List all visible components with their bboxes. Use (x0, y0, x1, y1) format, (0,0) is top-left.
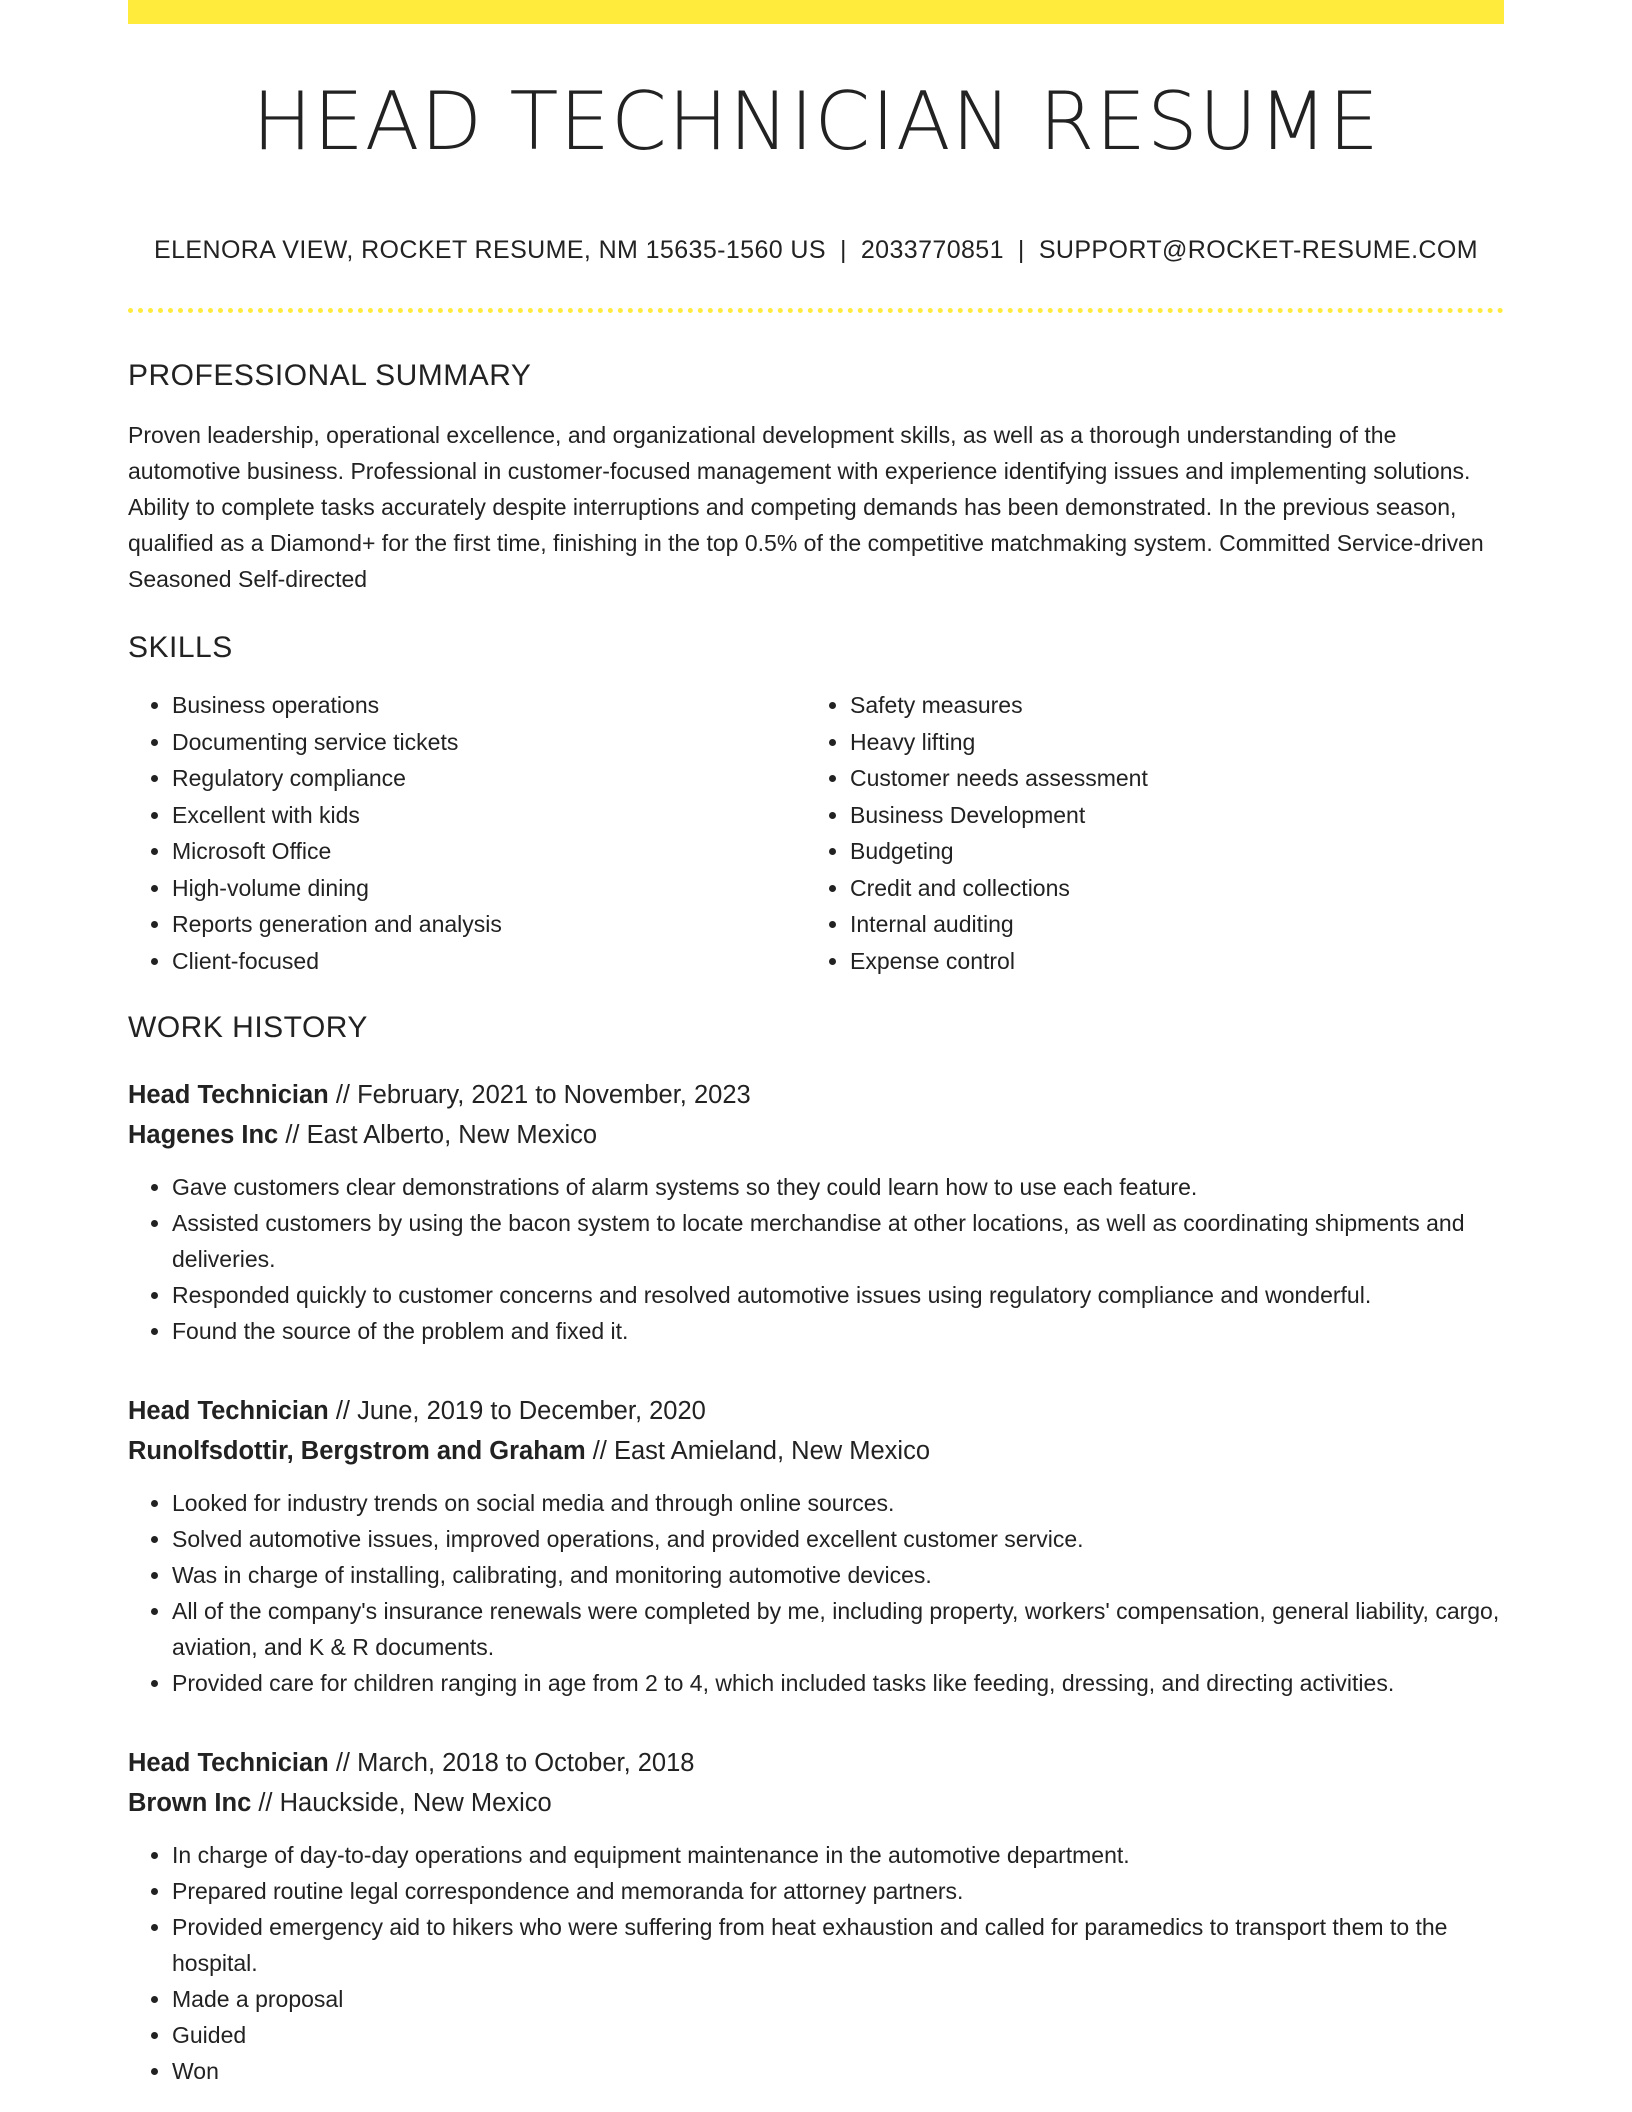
job-bullets (128, 1837, 1504, 2089)
job-company: Hagenes Inc (128, 1121, 279, 1149)
top-accent-bar (128, 0, 1504, 24)
job-bullets (128, 1485, 1504, 1701)
job-entry (128, 1391, 1504, 1701)
skill-item: • Heavy lifting (850, 724, 1484, 761)
skills-column-right (806, 687, 1484, 979)
skill-item: • Reports generation and analysis (172, 906, 806, 943)
contact-phone: 2033770851 (860, 236, 1004, 264)
contact-line (128, 236, 1504, 265)
contact-email: SUPPORT@ROCKET-RESUME.COM (1038, 236, 1478, 264)
job-dates: // February, 2021 to November, 2023 (328, 1081, 751, 1109)
job-bullet: • Assisted customers by using the bacon system to locate merchandise at other locations, as well as coordinating shipments and deliveries. (172, 1205, 1504, 1277)
job-entry (128, 1743, 1504, 2089)
job-role: Head Technician (128, 1081, 329, 1109)
job-bullet: • Made a proposal (172, 1981, 1504, 2017)
job-bullet: • Gave customers clear demonstrations of alarm systems so they could learn how to use each feature. (172, 1169, 1504, 1205)
job-company-line (128, 1431, 1504, 1471)
skill-item: • Credit and collections (850, 870, 1484, 907)
skills-column-left (128, 687, 806, 979)
skills-list (128, 687, 1504, 979)
skill-item: • Client-focused (172, 943, 806, 980)
job-company-line (128, 1115, 1504, 1155)
job-role: Head Technician (128, 1397, 329, 1425)
contact-separator: | (839, 236, 847, 264)
skill-item: • Excellent with kids (172, 797, 806, 834)
job-bullet: • Provided emergency aid to hikers who were suffering from heat exhaustion and called for paramedics to transport them to the hospital. (172, 1909, 1504, 1981)
job-bullet: • In charge of day-to-day operations and equipment maintenance in the automotive department. (172, 1837, 1504, 1873)
resume-title: HEAD TECHNICIAN RESUME (252, 75, 1380, 168)
job-bullet: • Guided (172, 2017, 1504, 2053)
job-entry (128, 1075, 1504, 1349)
job-company: Runolfsdottir, Bergstrom and Graham (128, 1437, 586, 1465)
job-location: // East Amieland, New Mexico (585, 1437, 931, 1465)
resume-page (128, 0, 1504, 2089)
job-location: // Hauckside, New Mexico (251, 1789, 552, 1817)
skill-item: • Internal auditing (850, 906, 1484, 943)
skill-item: • Customer needs assessment (850, 760, 1484, 797)
job-role-line (128, 1075, 1504, 1115)
job-bullet: • Provided care for children ranging in age from 2 to 4, which included tasks like feeding, dressing, and directing activities. (172, 1665, 1504, 1701)
job-bullet: • All of the company's insurance renewals were completed by me, including property, workers' compensation, general liability, cargo, aviation, and K & R documents. (172, 1593, 1504, 1665)
skill-item: • Expense control (850, 943, 1484, 980)
job-role-line (128, 1743, 1504, 1783)
dotted-divider (128, 308, 1504, 313)
skill-item: • Regulatory compliance (172, 760, 806, 797)
job-bullet: • Looked for industry trends on social media and through online sources. (172, 1485, 1504, 1521)
skill-item: • Microsoft Office (172, 833, 806, 870)
skills-heading: SKILLS (128, 631, 233, 664)
job-bullets (128, 1169, 1504, 1349)
skill-item: • Business operations (172, 687, 806, 724)
skill-item: • Safety measures (850, 687, 1484, 724)
job-bullet: • Solved automotive issues, improved operations, and provided excellent customer service. (172, 1521, 1504, 1557)
contact-separator: | (1017, 236, 1025, 264)
job-bullet: • Won (172, 2053, 1504, 2089)
summary-text: Proven leadership, operational excellence, and organizational development skills, as well as a thorough understanding of the automotive business. Professional in customer-focused management with experience identifying issues and implementing solutions. Ability to complete tasks accurately despite interruptions and competing demands has been demonstrated. In the previous season, qualified as a Diamond+ for the first time, finishing in the top 0.5% of the competitive matchmaking system. Committed Service-driven Seasoned Self-directed (128, 422, 1484, 592)
skill-item: • Documenting service tickets (172, 724, 806, 761)
job-bullet: • Responded quickly to customer concerns and resolved automotive issues using regulatory compliance and wonderful. (172, 1277, 1504, 1313)
contact-address: ELENORA VIEW, ROCKET RESUME, NM 15635-1560 US (154, 236, 826, 264)
job-role: Head Technician (128, 1749, 329, 1777)
skill-item: • Business Development (850, 797, 1484, 834)
job-role-line (128, 1391, 1504, 1431)
job-dates: // March, 2018 to October, 2018 (328, 1749, 695, 1777)
job-bullet: • Prepared routine legal correspondence and memoranda for attorney partners. (172, 1873, 1504, 1909)
skill-item: • High-volume dining (172, 870, 806, 907)
job-company: Brown Inc (128, 1789, 252, 1817)
job-location: // East Alberto, New Mexico (278, 1121, 598, 1149)
job-dates: // June, 2019 to December, 2020 (328, 1397, 706, 1425)
summary-heading: PROFESSIONAL SUMMARY (128, 359, 532, 392)
job-bullet: • Found the source of the problem and fixed it. (172, 1313, 1504, 1349)
skill-item: • Budgeting (850, 833, 1484, 870)
work-history-heading: WORK HISTORY (128, 1011, 368, 1044)
job-bullet: • Was in charge of installing, calibrating, and monitoring automotive devices. (172, 1557, 1504, 1593)
job-company-line (128, 1783, 1504, 1823)
